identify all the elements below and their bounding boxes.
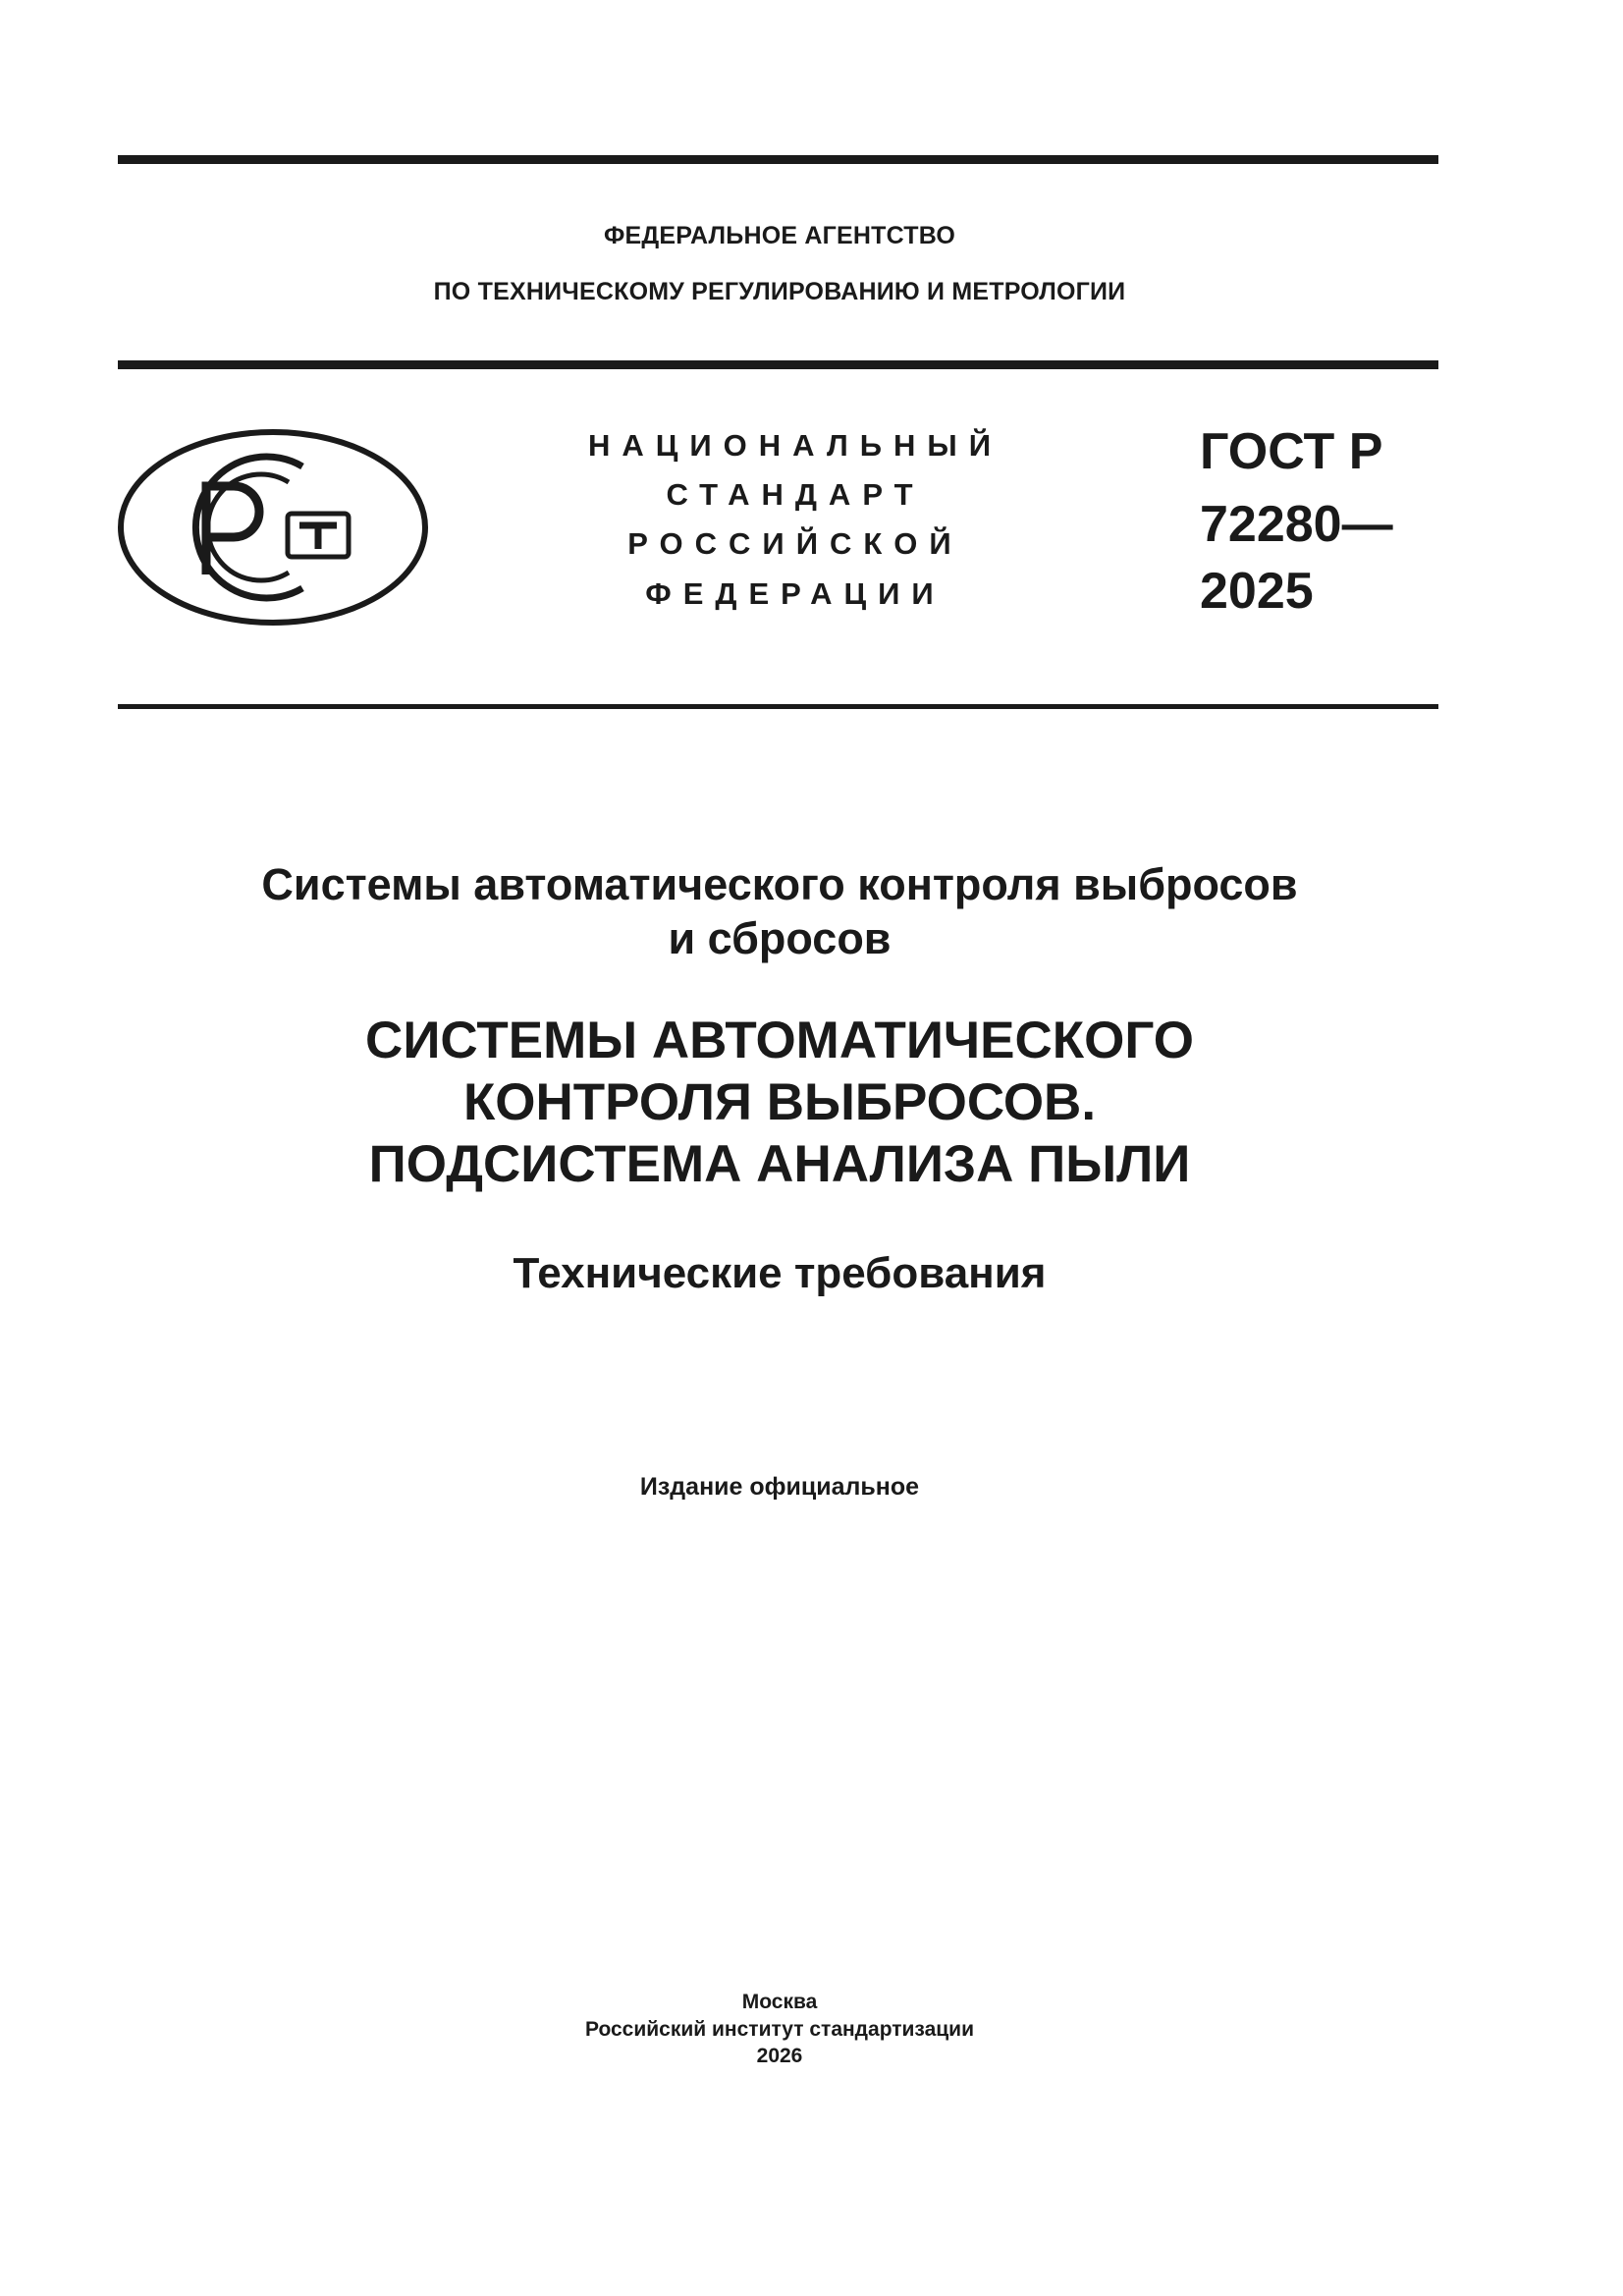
- main-title-line2: КОНТРОЛЯ ВЫБРОСОВ.: [462, 1073, 1097, 1131]
- group-title-line2: и сбросов: [668, 913, 892, 963]
- designation-line1: ГОСТ Р: [1200, 423, 1383, 480]
- designation-line2: 72280—: [1200, 496, 1393, 553]
- top-rule: [118, 155, 1438, 164]
- designation-line3: 2025: [1200, 563, 1314, 620]
- section-rule: [118, 704, 1438, 709]
- group-title-line1: Системы автоматического контроля выбросов: [261, 859, 1298, 909]
- main-title-line3: ПОДСИСТЕМА АНАЛИЗА ПЫЛИ: [368, 1135, 1191, 1193]
- standard-type-line1: НАЦИОНАЛЬНЫЙ: [587, 428, 1003, 463]
- subtitle: Технические требования: [513, 1249, 1047, 1297]
- publisher-city: Москва: [741, 1991, 818, 2013]
- main-title: [0, 1010, 1559, 1195]
- agency-name-line2: ПО ТЕХНИЧЕСКОМУ РЕГУЛИРОВАНИЮ И МЕТРОЛОГИИ: [433, 278, 1126, 305]
- standard-type-line2: СТАНДАРТ: [666, 477, 925, 512]
- group-title: [0, 857, 1559, 965]
- header-rule: [118, 360, 1438, 369]
- agency-name-line1: ФЕДЕРАЛЬНОЕ АГЕНТСТВО: [604, 222, 955, 249]
- main-title-line1: СИСТЕМЫ АВТОМАТИЧЕСКОГО: [365, 1011, 1194, 1069]
- edition-label: Издание официальное: [639, 1473, 920, 1501]
- publisher-name: Российский институт стандартизации: [584, 2018, 975, 2041]
- standard-type-line3: РОССИЙСКОЙ: [627, 526, 963, 561]
- publisher-year: 2026: [756, 2045, 803, 2067]
- rst-logo-icon: [116, 427, 430, 629]
- standard-type-line4: ФЕДЕРАЦИИ: [645, 576, 946, 611]
